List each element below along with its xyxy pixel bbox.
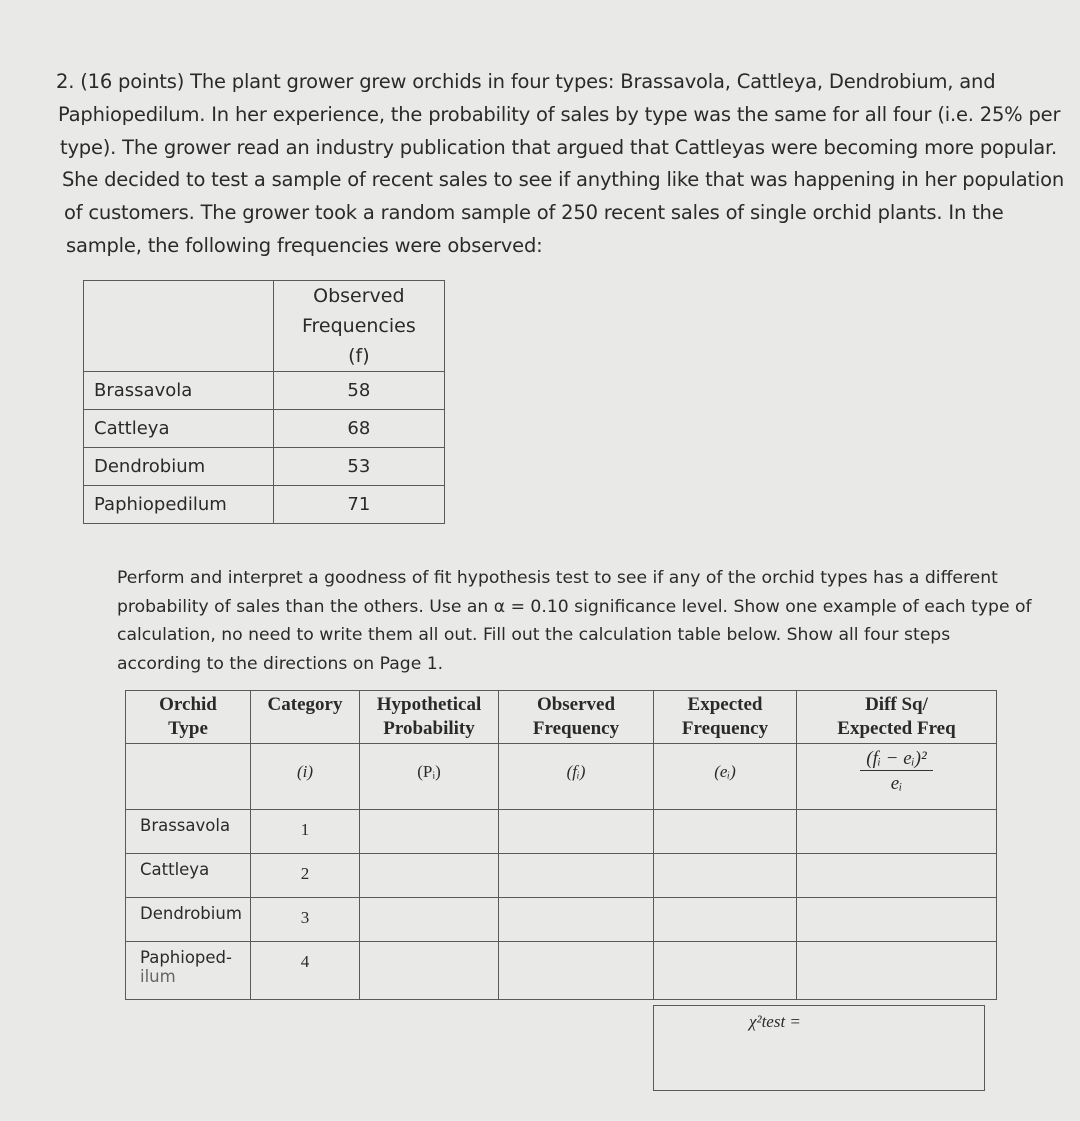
category-symbol: (i): [251, 744, 360, 810]
orchid-name: Dendrobium: [84, 448, 274, 486]
header-line: (f): [348, 345, 370, 367]
orchid-type-header: [126, 691, 251, 744]
diff-sq-header: [797, 691, 997, 744]
diff-input-cell[interactable]: [797, 854, 997, 898]
empty-symbol-cell: [126, 744, 251, 810]
category-header: Category: [251, 691, 360, 744]
instruction-line: according to the directions on Page 1.: [117, 653, 444, 674]
hypothetical-probability-header: [360, 691, 499, 744]
expected-symbol: (eᵢ): [654, 744, 797, 810]
orchid-name: Paphiopedilum: [84, 486, 274, 524]
formula-fraction: [860, 748, 932, 797]
header-line: Diff Sq/: [865, 694, 928, 715]
instruction-line: calculation, no need to write them all out. Fill out the calculation table below. Show all four steps: [117, 625, 951, 645]
observed-symbol: (fᵢ): [499, 744, 654, 810]
instruction-line: probability of sales than the others. Use an α = 0.10 significance level. Show one example of each type of: [117, 596, 1032, 617]
question-line: of customers. The grower took a random sample of 250 recent sales of single orchid plants. In the: [64, 201, 1004, 225]
diff-formula: [797, 744, 997, 810]
header-line: Expected Freq: [837, 718, 956, 739]
question-line: 2. (16 points) The plant grower grew orchids in four types: Brassavola, Cattleya, Dendrobium, and: [56, 70, 996, 93]
probability-input-cell[interactable]: [360, 810, 499, 854]
orchid-name: Brassavola: [84, 372, 274, 410]
category-index: 3: [251, 898, 360, 942]
chi-square-label: χ²test =: [749, 1012, 801, 1031]
observed-value: 71: [273, 486, 444, 524]
observed-value: 68: [273, 410, 444, 448]
orchid-type-cell: Brassavola: [126, 810, 251, 854]
observed-value: 53: [273, 448, 444, 486]
probability-symbol: (Pᵢ): [360, 744, 499, 810]
observed-value: 58: [273, 372, 444, 410]
expected-input-cell[interactable]: [654, 810, 797, 854]
header-line: Frequency: [532, 718, 620, 739]
header-line: Type: [168, 718, 208, 739]
header-line: Probability: [383, 718, 475, 739]
orchid-type-cell: [126, 942, 251, 1000]
probability-input-cell[interactable]: [360, 898, 499, 942]
question-line: Paphiopedilum. In her experience, the probability of sales by type was the same for all four (i.e. 25% per: [58, 102, 1061, 126]
empty-header-cell: [84, 281, 274, 372]
orchid-type-cell: Dendrobium: [126, 898, 251, 942]
observed-input-cell[interactable]: [499, 898, 654, 942]
instructions-text: [117, 564, 1057, 678]
observed-input-cell[interactable]: [499, 810, 654, 854]
category-index: 4: [251, 942, 360, 1000]
orchid-type-cell: Cattleya: [126, 854, 251, 898]
type-line: ilum: [140, 967, 176, 986]
expected-input-cell[interactable]: [654, 942, 797, 1000]
probability-input-cell[interactable]: [360, 942, 499, 1000]
expected-input-cell[interactable]: [654, 898, 797, 942]
category-index: 2: [251, 854, 360, 898]
question-line: sample, the following frequencies were observed:: [66, 233, 543, 257]
formula-denominator: eᵢ: [890, 773, 903, 794]
chi-square-total-box[interactable]: [653, 1005, 985, 1091]
instruction-line: Perform and interpret a goodness of fit hypothesis test to see if any of the orchid types has a different: [117, 568, 998, 588]
observed-frequency-header: [499, 691, 654, 744]
expected-input-cell[interactable]: [654, 854, 797, 898]
probability-input-cell[interactable]: [360, 854, 499, 898]
diff-input-cell[interactable]: [797, 942, 997, 1000]
orchid-name: Cattleya: [84, 410, 274, 448]
observed-frequencies-table: [83, 280, 445, 524]
header-line: Frequencies: [301, 315, 416, 337]
header-line: Orchid: [159, 694, 217, 715]
calculation-table: [125, 690, 997, 1000]
formula-numerator: (fᵢ − eᵢ)²: [860, 748, 932, 771]
expected-frequency-header: [654, 691, 797, 744]
diff-input-cell[interactable]: [797, 810, 997, 854]
header-line: Observed: [536, 694, 616, 715]
header-line: Observed: [313, 285, 405, 307]
category-index: 1: [251, 810, 360, 854]
question-line: type). The grower read an industry publication that argued that Cattleyas were becoming more popular.: [60, 135, 1058, 159]
observed-header: [273, 281, 444, 372]
observed-input-cell[interactable]: [499, 854, 654, 898]
header-line: Expected: [687, 694, 763, 715]
header-line: Frequency: [681, 718, 769, 739]
diff-input-cell[interactable]: [797, 898, 997, 942]
question-text: [56, 66, 1066, 263]
question-line: She decided to test a sample of recent sales to see if anything like that was happening in her population: [62, 168, 1065, 192]
type-line: Paphioped-: [140, 948, 232, 967]
header-line: Hypothetical: [376, 694, 482, 715]
observed-input-cell[interactable]: [499, 942, 654, 1000]
